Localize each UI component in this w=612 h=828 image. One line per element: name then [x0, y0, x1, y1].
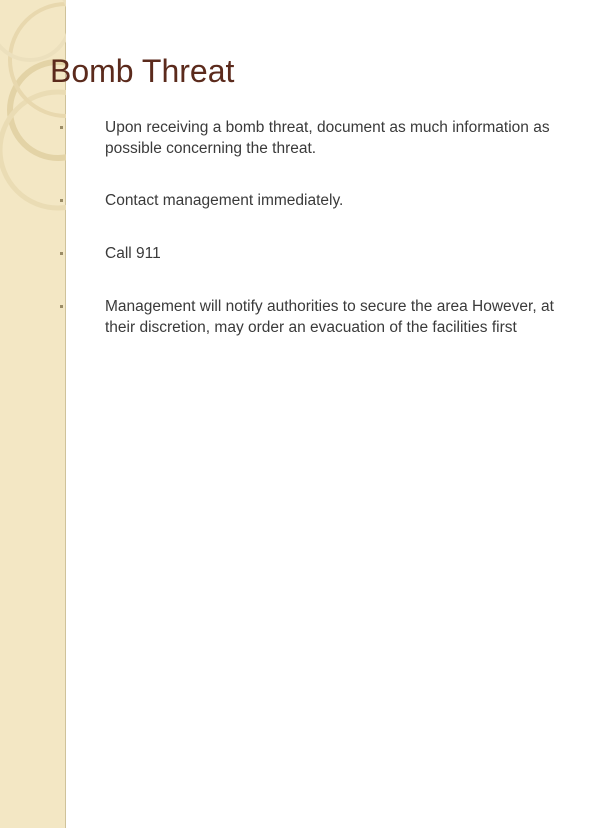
bullet-item — [105, 118, 575, 159]
bullet-text: Contact management immediately. — [105, 192, 344, 209]
bullet-marker-icon — [60, 126, 63, 129]
bullet-marker-icon — [60, 252, 63, 255]
bullet-item — [105, 297, 575, 338]
decorative-circles — [0, 0, 66, 260]
slide-title: Bomb Threat — [50, 53, 235, 89]
bullet-marker-icon — [60, 199, 63, 202]
bullet-marker-icon — [60, 305, 63, 308]
bullet-text: Upon receiving a bomb threat, document as much information as possible concerning the threat. — [105, 119, 550, 157]
bullet-text: Call 911 — [105, 245, 161, 262]
bullet-text: Management will notify authorities to secure the area However, at their discretion, may order an evacuation of the facilities first — [105, 298, 554, 336]
decorative-side-band — [0, 0, 66, 828]
bullet-item — [105, 191, 575, 212]
bullet-item — [105, 244, 575, 265]
